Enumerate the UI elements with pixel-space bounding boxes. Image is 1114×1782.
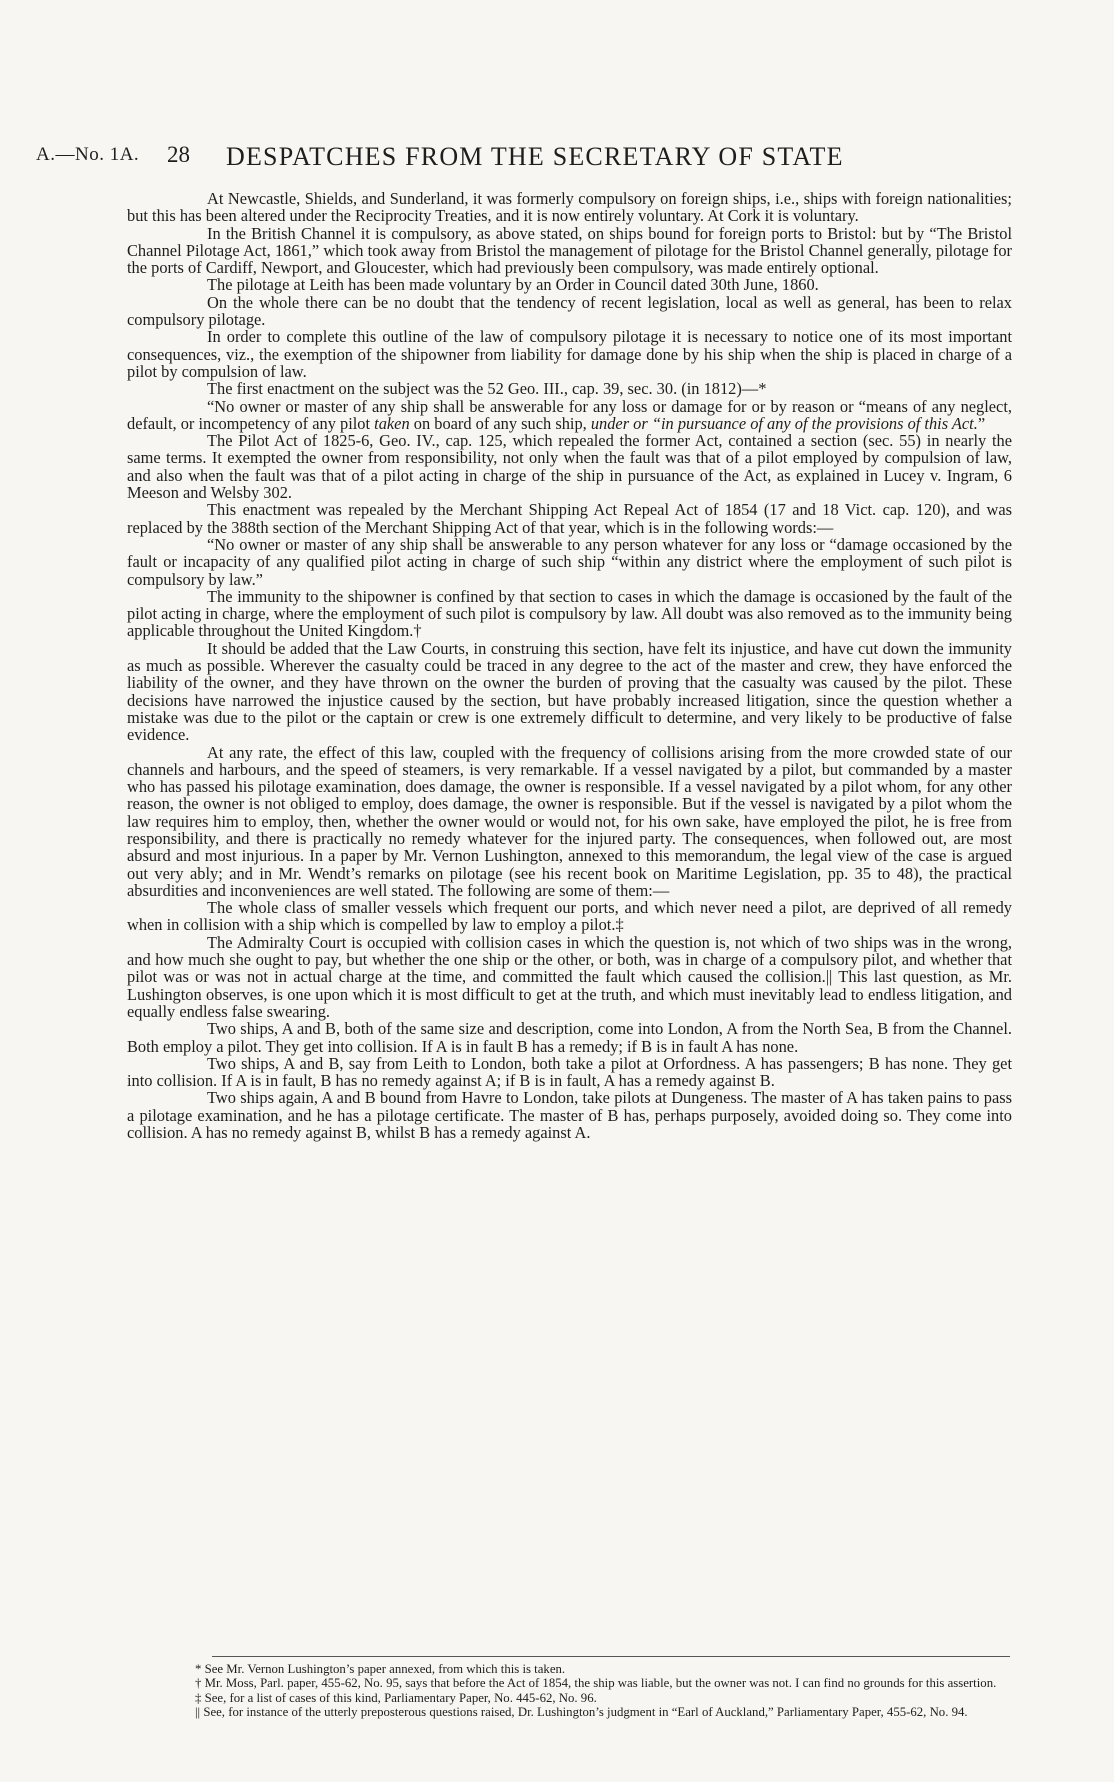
footnote-divider [212,1656,1010,1657]
running-title: DESPATCHES FROM THE SECRETARY OF STATE [226,142,844,171]
paragraph: In the British Channel it is compulsory, as above stated, on ships bound for foreign ports to Bristol: but by “The Bristol Channel Pilotage Act, 1861,” which took away from Bristol the management of pilotage for the Bristol Channel generally, pilotage for the ports of Cardiff, Newport, and Gloucester, which had previously been compulsory, was made entirely optional. [127,223,1012,278]
paragraph: Two ships again, A and B bound from Havre to London, take pilots at Dungeness. The master of A has taken pains to pass a pilotage examination, and he has a pilotage certificate. The master of B has, perhaps purposely, avoided doing so. They come into collision. A has no remedy against B, whilst B has a remedy against A. [127,1088,1012,1143]
document-reference: A.—No. 1A. [36,144,140,165]
paragraph: At Newcastle, Shields, and Sunderland, it was formerly compulsory on foreign ships, i.e., ships with foreign nationalities; but this has been altered under the Reciprocity Treaties, and it is now entirely voluntary. At Cork it is voluntary. [127,189,1012,226]
paragraph: It should be added that the Law Courts, in construing this section, have felt its injustice, and have cut down the immunity as much as possible. Wherever the casualty could be traced in any degree to the act of the master and crew, they have enforced the liability of the owner, and they have thrown on the owner the burden of proving that the casualty was caused by the pilot. These decisions have narrowed the injustice caused by the section, but have probably increased litigation, since the question whether a mistake was due to the pilot or the captain or crew is one extremely difficult to determine, and very likely to be productive of false evidence. [127,638,1012,745]
paragraph: The immunity to the shipowner is confined by that section to cases in which the damage is occasioned by the fault of the pilot acting in charge, where the employment of such pilot is compulsory by law. All doubt was also removed as to the immunity being applicable throughout the United Kingdom.† [127,586,1012,641]
paragraph: On the whole there can be no doubt that the tendency of recent legislation, local as well as general, has been to relax compulsory pilotage. [127,292,1012,330]
page-header [36,142,1096,176]
statute-quote: “No owner or master of any ship shall be answerable for any loss or damage for or by reason or “means of any neglect, default, or incompetency of any pilot taken on board of any such ship, under or “in pursuance of any of the provisions of this Act.” [127,396,1012,433]
paragraph: At any rate, the effect of this law, coupled with the frequency of collisions arising from the more crowded state of our channels and harbours, and the speed of steamers, is very remarkable. If a vessel navigated by a pilot, but commanded by a master who has passed his pilotage examination, does damage, the owner is responsible. If a vessel navigated by a pilot whom, for any other reason, the owner is not obliged to employ, does damage, the owner is responsible. But if the vessel is navigated by a pilot whom the law requires him to employ, then, whether the owner would or would not, for his own sake, have employed the pilot, he is free from responsibility, and there is practically no remedy whatever for the injured party. The consequences, when followed out, are most absurd and most injurious. In a paper by Mr. Vernon Lushington, annexed to this memorandum, the legal view of the case is argued out very ably; and in Mr. Wendt’s remarks on pilotage (see his recent book on Maritime Legislation, pp. 35 to 48), the practical absurdities and inconveniences are well stated. The following are some of them:— [127,742,1012,900]
paragraph: This enactment was repealed by the Merchant Shipping Act Repeal Act of 1854 (17 and 18 Vict. cap. 120), and was replaced by the 388th section of the Merchant Shipping Act of that year, which is in the following words:— [127,500,1012,537]
paragraph: The Pilot Act of 1825-6, Geo. IV., cap. 125, which repealed the former Act, contained a section (sec. 55) in nearly the same terms. It exempted the owner from responsibility, not only when the fault was that of a pilot employed by compulsion of law, and also when the fault was that of a pilot acting in charge of the ship in pursuance of the Act, as explained in Lucey v. Ingram, 6 Meeson and Welsby 302. [127,431,1012,503]
paragraph: Two ships, A and B, say from Leith to London, both take a pilot at Orfordness. A has passengers; B has none. They get into collision. If A is in fault, B has no remedy against A; if B is in fault, A has a remedy against B. [127,1053,1012,1091]
paragraph: The pilotage at Leith has been made voluntary by an Order in Council dated 30th June, 1860. [207,275,819,295]
paragraph: In order to complete this outline of the law of compulsory pilotage it is necessary to notice one of its most important consequences, viz., the exemption of the shipowner from liability for damage done by his ship when the ship is placed in charge of a pilot by compulsion of law. [127,327,1012,381]
paragraph: The whole class of smaller vessels which frequent our ports, and which never need a pilot, are deprived of all remedy when in collision with a ship which is compelled by law to employ a pilot.‡ [127,898,1012,935]
paragraph: Two ships, A and B, both of the same size and description, come into London, A from the North Sea, B from the Channel. Both employ a pilot. They get into collision. If A is in fault B has a remedy; if B is in fault A has none. [127,1019,1012,1056]
document-body [127,190,1012,1141]
footnote: * See Mr. Vernon Lushington’s paper annexed, from which this is taken. [195,1662,566,1676]
statute-quote: “No owner or master of any ship shall be answerable to any person whatever for any loss or “damage occasioned by the fault or incapacity of any qualified pilot acting in charge of such ship “within any district where the employment of such pilot is compulsory by law.” [127,534,1012,589]
paragraph: The first enactment on the subject was the 52 Geo. III., cap. 39, sec. 30. (in 1812)—* [207,379,767,399]
paragraph: The Admiralty Court is occupied with collision cases in which the question is, not which of two ships was in the wrong, and how much she ought to pay, but whether the one ship or the other, or both, was in charge of a compulsory pilot, and whether that pilot was or was not in actual charge at the time, and committed the fault which caused the collision.|| This last question, as Mr. Lushington observes, is one upon which it is most difficult to get at the truth, and which must inevitably lead to endless litigation, and equally endless false swearing. [127,932,1012,1021]
footnotes [127,1662,1012,1720]
footnote: || See, for instance of the utterly preposterous questions raised, Dr. Lushington’s judgment in “Earl of Auckland,” Parliamentary Paper, 455-62, No. 94. [195,1705,968,1720]
page-number: 28 [167,142,190,167]
footnote: † Mr. Moss, Parl. paper, 455-62, No. 95, says that before the Act of 1854, the ship was liable, but the owner was not. I can find no grounds for this assertion. [195,1676,997,1691]
footnote: ‡ See, for a list of cases of this kind, Parliamentary Paper, No. 445-62, No. 96. [195,1690,597,1705]
